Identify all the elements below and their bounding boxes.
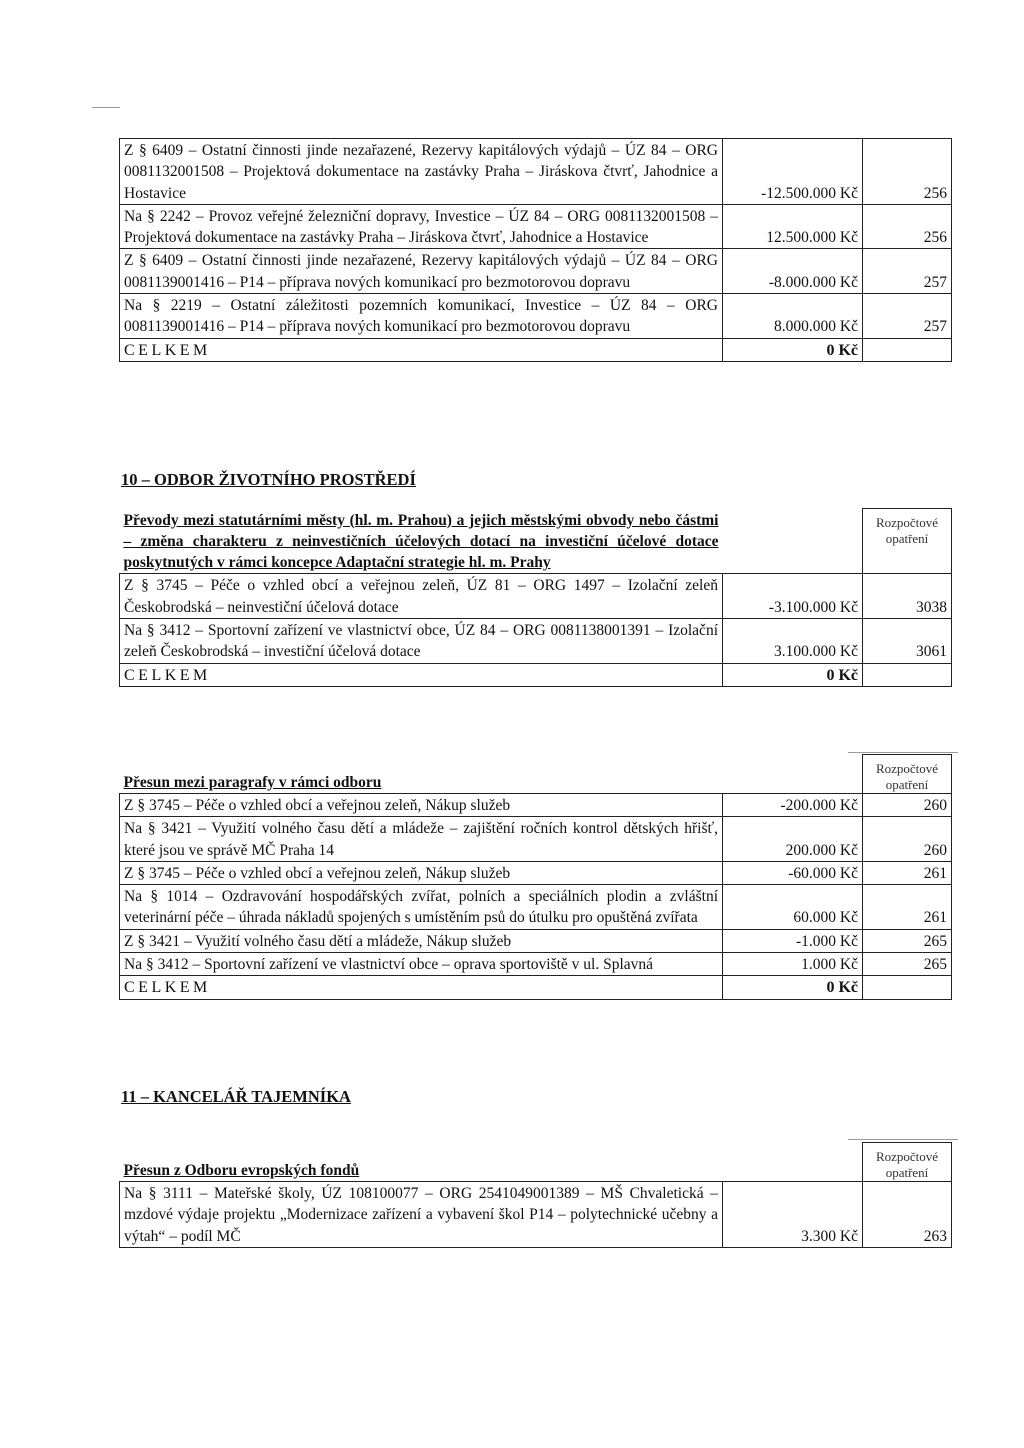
table-row [120,574,952,619]
row-description: Z § 3745 – Péče o vzhled obcí a veřejnou zeleň, ÚZ 81 – ORG 1497 – Izolační zeleň Českobrodská – neinvestiční účelová dotace [120,574,723,619]
row-description: Na § 3421 – Využití volného času dětí a mládeže – zajištění ročních kontrol dětských hřišť, které jsou ve správě MČ Praha 14 [120,817,723,862]
row-amount: -3.100.000 Kč [723,574,863,619]
total-amount: 0 Kč [723,976,863,999]
row-description: Na § 3111 – Mateřské školy, ÚZ 108100077 – ORG 2541049001389 – MŠ Chvaletická – mzdové výdaje projektu „Modernizace zařízení a vybavení škol P14 – polytechnické učebny a výtah“ – podíl MČ [120,1182,723,1248]
total-opatreni-empty [863,663,952,686]
table-row [120,929,952,952]
total-amount: 0 Kč [723,338,863,361]
transfer-table-1 [119,138,952,362]
scan-mark [848,752,958,753]
block-heading-row [120,755,952,794]
row-amount: -12.500.000 Kč [723,139,863,205]
heading-blank [723,755,863,794]
row-description: Na § 2242 – Provoz veřejné železniční dopravy, Investice – ÚZ 84 – ORG 0081132001508 – Projektová dokumentace na zastávky Praha – Jiráskova čtvrť, Jahodnice a Hostavice [120,204,723,249]
opatreni-header: Rozpočtové opatření [863,509,952,574]
table-row [120,953,952,976]
section-title: 11 – KANCELÁŘ TAJEMNÍKA [121,1087,351,1106]
table-row [120,139,952,205]
opatreni-header: Rozpočtové opatření [863,755,952,794]
total-opatreni-empty [863,338,952,361]
row-amount: 60.000 Kč [723,885,863,930]
row-description: Z § 3421 – Využití volného času dětí a mládeže, Nákup služeb [120,929,723,952]
row-amount: 3.100.000 Kč [723,618,863,663]
row-amount: -60.000 Kč [723,861,863,884]
row-description: Na § 2219 – Ostatní záležitosti pozemních komunikací, Investice – ÚZ 84 – ORG 0081139001416 – P14 – příprava nových komunikací pro bezmotorovou dopravu [120,294,723,339]
total-label: CELKEM [120,338,723,361]
table-row [120,885,952,930]
row-opatreni: 260 [863,794,952,817]
transfer-table-4 [119,1142,952,1248]
row-amount: -8.000.000 Kč [723,249,863,294]
heading-blank [723,509,863,574]
total-row [120,338,952,361]
table-row [120,1182,952,1248]
total-opatreni-empty [863,976,952,999]
row-opatreni: 3038 [863,574,952,619]
block-heading-text: Přesun z Odboru evropských fondů [123,1161,360,1179]
row-amount: 8.000.000 Kč [723,294,863,339]
transfer-table-3 [119,754,952,1000]
row-description: Na § 3412 – Sportovní zařízení ve vlastnictví obce, ÚZ 84 – ORG 0081138001391 – Izolační zeleň Českobrodská – investiční účelová dotace [120,618,723,663]
block-heading-row [120,509,952,574]
row-amount: -1.000 Kč [723,929,863,952]
row-amount: 1.000 Kč [723,953,863,976]
table-row [120,817,952,862]
block-heading [120,755,723,794]
block-heading-row [120,1143,952,1182]
table-row [120,294,952,339]
row-opatreni: 263 [863,1182,952,1248]
heading-blank [723,1143,863,1182]
row-description: Z § 3745 – Péče o vzhled obcí a veřejnou zeleň, Nákup služeb [120,861,723,884]
block-heading [120,1143,723,1182]
row-opatreni: 3061 [863,618,952,663]
total-row [120,976,952,999]
row-opatreni: 260 [863,817,952,862]
row-description: Na § 1014 – Ozdravování hospodářských zvířat, polních a speciálních plodin a zvláštní veterinární péče – úhrada nákladů spojených s umístěním psů do útulku pro opuštěná zvířata [120,885,723,930]
total-label: CELKEM [120,663,723,686]
table-row [120,861,952,884]
row-opatreni: 261 [863,885,952,930]
scan-mark [92,107,120,108]
table-row [120,249,952,294]
total-amount: 0 Kč [723,663,863,686]
row-opatreni: 256 [863,204,952,249]
table-row [120,618,952,663]
row-opatreni: 265 [863,953,952,976]
opatreni-header: Rozpočtové opatření [863,1143,952,1182]
row-amount: -200.000 Kč [723,794,863,817]
table-row [120,204,952,249]
row-description: Z § 3745 – Péče o vzhled obcí a veřejnou zeleň, Nákup služeb [120,794,723,817]
row-opatreni: 257 [863,294,952,339]
row-description: Z § 6409 – Ostatní činnosti jinde nezařazené, Rezervy kapitálových výdajů – ÚZ 84 – ORG 0081139001416 – P14 – příprava nových komunikací pro bezmotorovou dopravu [120,249,723,294]
row-amount: 200.000 Kč [723,817,863,862]
total-row [120,663,952,686]
table-row [120,794,952,817]
row-opatreni: 257 [863,249,952,294]
block-heading-text: Převody mezi statutárními městy (hl. m. Prahou) a jejich městskými obvody nebo částmi – změna charakteru z neinvestičních účelových dotací na investiční účelové dotace poskytnutých v rámci koncepce Adaptační strategie hl. m. Prahy [123,511,719,572]
row-opatreni: 256 [863,139,952,205]
block-heading [120,509,723,574]
row-amount: 3.300 Kč [723,1182,863,1248]
row-opatreni: 265 [863,929,952,952]
scan-mark [848,1139,958,1140]
transfer-table-2 [119,508,952,687]
row-amount: 12.500.000 Kč [723,204,863,249]
total-label: CELKEM [120,976,723,999]
row-description: Na § 3412 – Sportovní zařízení ve vlastnictví obce – oprava sportoviště v ul. Splavná [120,953,723,976]
row-description: Z § 6409 – Ostatní činnosti jinde nezařazené, Rezervy kapitálových výdajů – ÚZ 84 – ORG 0081132001508 – Projektová dokumentace na zastávky Praha – Jiráskova čtvrť, Jahodnice a Hostavice [120,139,723,205]
row-opatreni: 261 [863,861,952,884]
section-title: 10 – ODBOR ŽIVOTNÍHO PROSTŘEDÍ [121,470,416,489]
block-heading-text: Přesun mezi paragrafy v rámci odboru [123,773,382,791]
